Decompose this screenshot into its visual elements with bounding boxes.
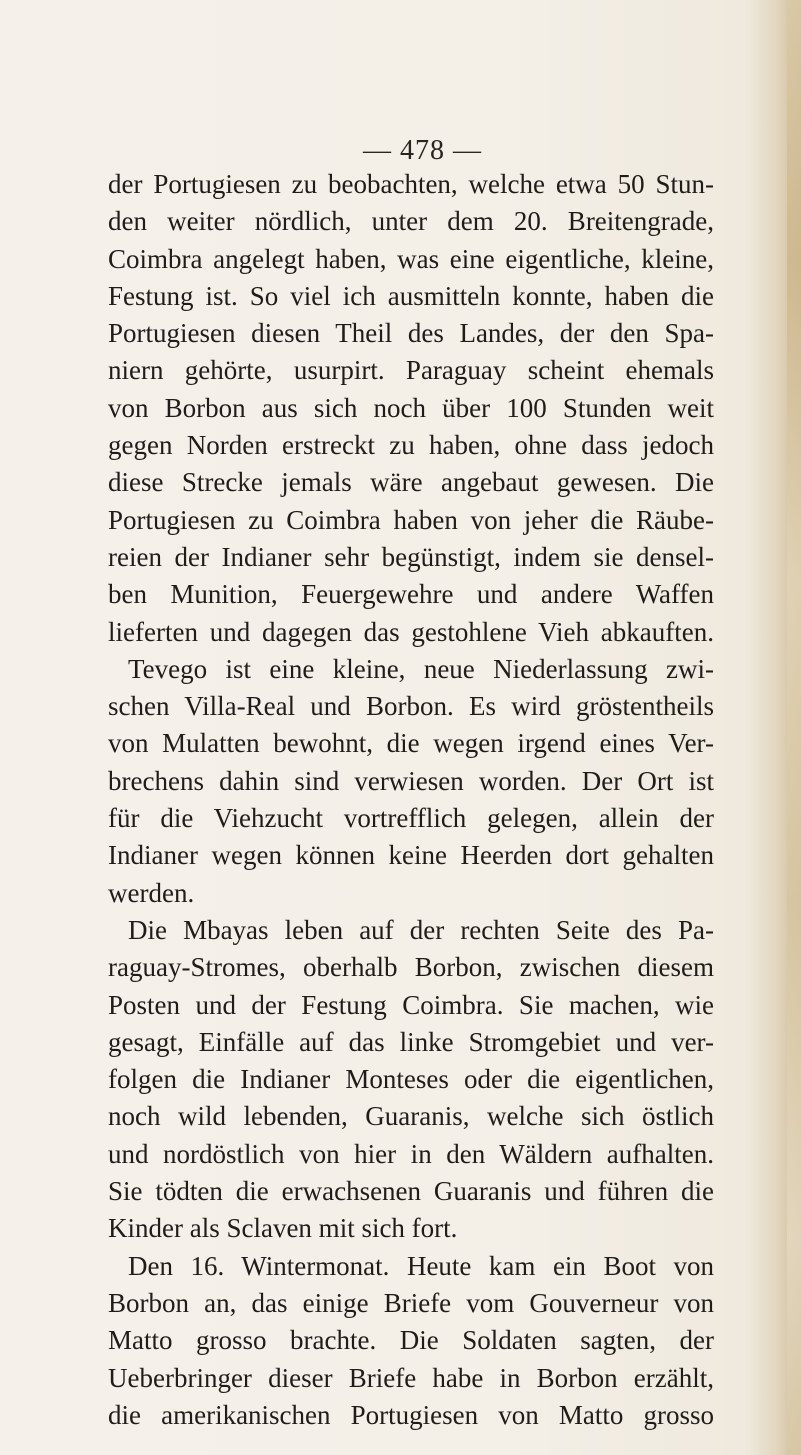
text-line: gegen Norden erstreckt zu haben, ohne dass jedoch (108, 430, 714, 461)
text-line: Matto grosso brachte. Die Soldaten sagten, der (108, 1325, 714, 1356)
text-line: Den 16. Wintermonat. Heute kam ein Boot von (128, 1250, 714, 1281)
text-line: Posten und der Festung Coimbra. Sie machen, wie (108, 989, 714, 1020)
text-line: gesagt, Einfälle auf das linke Stromgebiet und ver- (108, 1026, 714, 1057)
text-line: folgen die Indianer Monteses oder die eigentlichen, (108, 1064, 714, 1095)
text-line: Coimbra angelegt haben, was eine eigentliche, kleine, (108, 243, 714, 274)
text-line: Festung ist. So viel ich ausmitteln konnte, haben die (108, 280, 714, 311)
page-number-header: — 478 — (363, 135, 482, 166)
text-line: ben Munition, Feuergewehre und andere Waffen (108, 579, 714, 610)
text-line: schen Villa-Real und Borbon. Es wird gröstentheils (108, 691, 714, 722)
text-line: Indianer wegen können keine Heerden dort gehalten (108, 840, 714, 871)
text-line: die amerikanischen Portugiesen von Matto grosso (108, 1399, 714, 1430)
text-line: reien der Indianer sehr begünstigt, indem sie densel- (108, 541, 714, 572)
text-line: Tevego ist eine kleine, neue Niederlassung zwi- (128, 653, 714, 684)
text-line: diese Strecke jemals wäre angebaut gewesen. Die (108, 467, 714, 498)
text-line: werden. (108, 877, 195, 908)
text-line: und nordöstlich von hier in den Wäldern aufhalten. (108, 1138, 714, 1169)
text-line: Ueberbringer dieser Briefe habe in Borbon erzählt, (108, 1362, 714, 1393)
text-line: lieferten und dagegen das gestohlene Vieh abkauften. (108, 616, 714, 647)
text-line: Portugiesen zu Coimbra haben von jeher die Räube- (108, 504, 714, 535)
text-line: den weiter nördlich, unter dem 20. Breitengrade, (108, 206, 714, 237)
text-line: raguay-Stromes, oberhalb Borbon, zwischen diesem (108, 952, 714, 983)
text-line: Kinder als Sclaven mit sich fort. (108, 1213, 458, 1244)
text-line: brechens dahin sind verwiesen worden. Der Ort ist (108, 765, 714, 796)
body-text (108, 166, 714, 1434)
text-line: Portugiesen diesen Theil des Landes, der den Spa- (108, 318, 714, 349)
text-line: für die Viehzucht vortrefflich gelegen, allein der (108, 803, 714, 834)
text-line: Borbon an, das einige Briefe vom Gouverneur von (108, 1287, 714, 1318)
text-line: niern gehörte, usurpirt. Paraguay scheint ehemals (108, 355, 714, 386)
page-edge-shadow (787, 0, 801, 1455)
text-line: Sie tödten die erwachsenen Guaranis und führen die (108, 1176, 714, 1207)
text-line: noch wild lebenden, Guaranis, welche sich östlich (108, 1101, 714, 1132)
text-line: von Borbon aus sich noch über 100 Stunden weit (108, 392, 714, 423)
text-line: der Portugiesen zu beobachten, welche etwa 50 Stun- (108, 169, 714, 199)
text-line: Die Mbayas leben auf der rechten Seite des Pa- (128, 914, 714, 945)
text-line: von Mulatten bewohnt, die wegen irgend eines Ver- (108, 728, 714, 759)
